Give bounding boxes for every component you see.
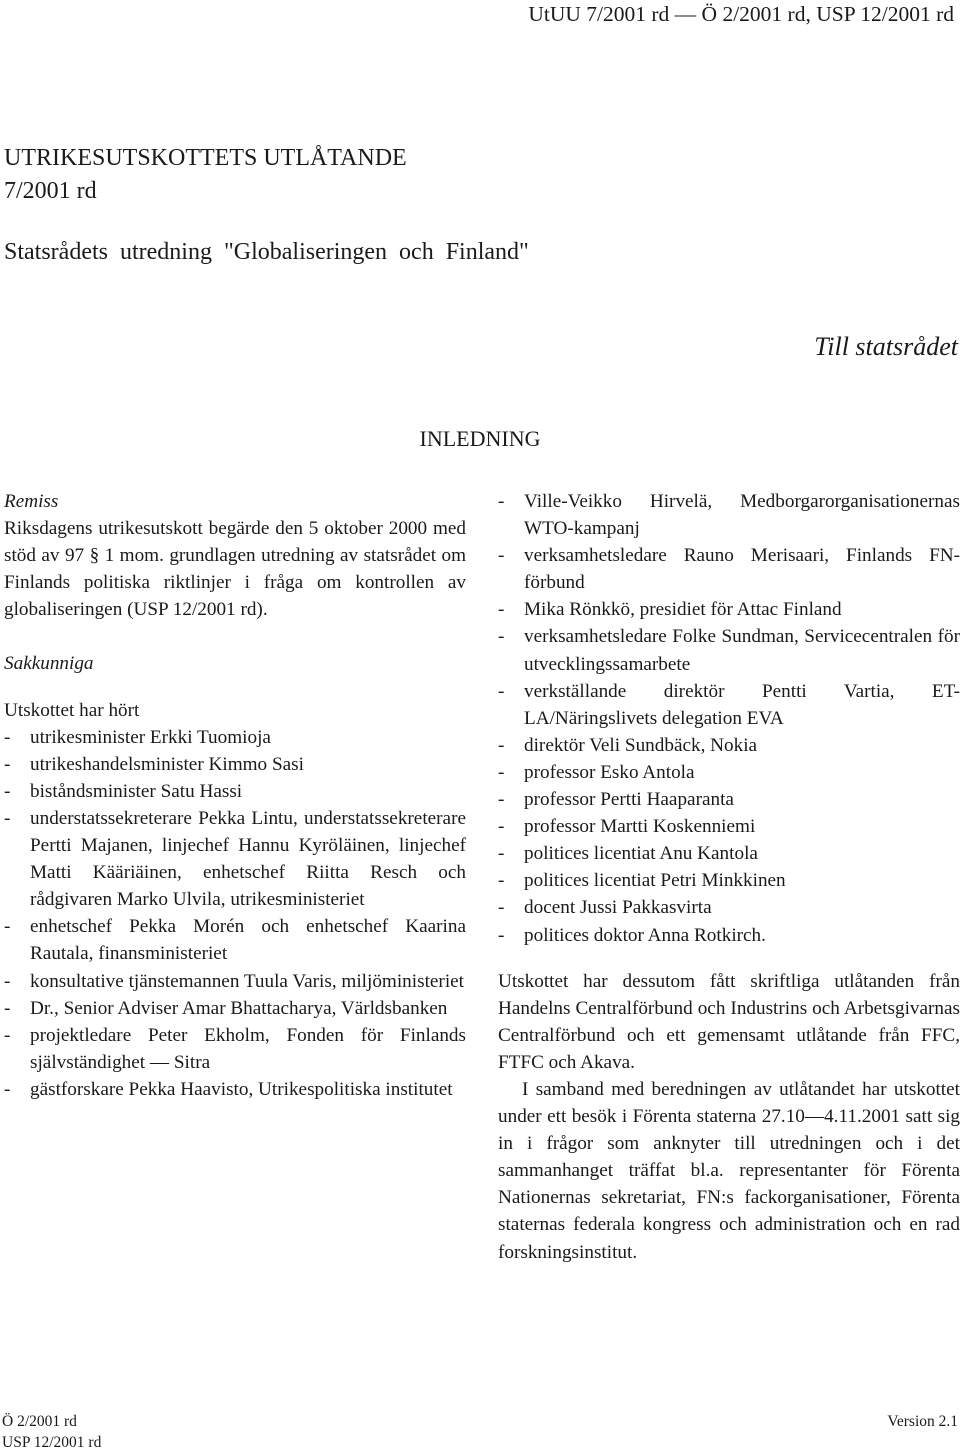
list-item: - biståndsminister Satu Hassi — [4, 778, 466, 805]
experts-heading: Sakkunniga — [4, 653, 94, 675]
footer-doc-ref-1: Ö 2/2001 rd — [2, 1413, 77, 1430]
list-item: - politices doktor Anna Rotkirch. — [498, 922, 960, 949]
written-statements-paragraph: Utskottet har dessutom fått skriftliga utlåtanden från Handelns Centralförbund och Industrins och Arbetsgivarnas Centralförbund och ett gemensamt utlåtande från FFC, FTFC och Akava. — [498, 970, 960, 1073]
title-line-2: 7/2001 rd — [4, 178, 97, 204]
recipient-line: Till statsrådet — [814, 332, 958, 361]
left-column — [4, 488, 466, 1103]
experts-list — [4, 724, 466, 1103]
list-item: - utrikesminister Erkki Tuomioja — [4, 724, 466, 751]
visit-paragraph: I samband med beredningen av utlåtandet har utskottet under ett besök i Förenta staterna 27.10—4.11.2001 satt sig in i frågor som anknyter till utredningen och i det sammanhanget träffat bl.a. representanter för Förenta Nationernas sekretariat, FN:s fackorganisationer, Förenta staternas federala kongress och administration och en rad forskningsinstitut. — [498, 1078, 960, 1263]
document-subject: Statsrådets utredning "Globaliseringen och Finland" — [4, 239, 529, 265]
remiss-heading: Remiss — [4, 491, 59, 512]
experts-list-continued — [498, 488, 960, 949]
list-item: - understatssekreterare Pekka Lintu, understatssekreterare Pertti Majanen, linjechef Hannu Kyröläinen, linjechef Matti Kääriäinen, enhetschef Riitta Resch och rådgivaren Marko Ulvila, utrikesministeriet — [4, 805, 466, 913]
section-heading: INLEDNING — [419, 426, 541, 451]
document-title — [4, 142, 407, 208]
list-item: - direktör Veli Sundbäck, Nokia — [498, 732, 960, 759]
list-item: - gästforskare Pekka Haavisto, Utrikespolitiska institutet — [4, 1076, 466, 1103]
list-item: - Ville-Veikko Hirvelä, Medborgarorganisationernas WTO-kampanj — [498, 488, 960, 542]
list-item: - politices licentiat Anu Kantola — [498, 840, 960, 867]
experts-intro: Utskottet har hört — [4, 699, 140, 721]
title-line-1: UTRIKESUTSKOTTETS UTLÅTANDE — [4, 145, 407, 171]
footer-left — [2, 1411, 101, 1451]
list-item: - professor Martti Koskenniemi — [498, 813, 960, 840]
list-item: - verkställande direktör Pentti Vartia, ET-LA/Näringslivets delegation EVA — [498, 678, 960, 732]
remiss-paragraph: Riksdagens utrikesutskott begärde den 5 oktober 2000 med stöd av 97 § 1 mom. grundlagen utredning av statsrådet om Finlands politiska riktlinjer i fråga om kontrollen av globaliseringen (USP 12/2001 rd). — [4, 518, 466, 621]
footer-version: Version 2.1 — [887, 1413, 958, 1430]
footer-right — [887, 1411, 958, 1432]
list-item: - Dr., Senior Adviser Amar Bhattacharya, Världsbanken — [4, 995, 466, 1022]
list-item: - projektledare Peter Ekholm, Fonden för Finlands självständighet — Sitra — [4, 1022, 466, 1076]
list-item: - Mika Rönkkö, presidiet för Attac Finland — [498, 596, 960, 623]
list-item: - enhetschef Pekka Morén och enhetschef Kaarina Rautala, finansministeriet — [4, 913, 466, 967]
list-item: - politices licentiat Petri Minkkinen — [498, 867, 960, 894]
right-column — [498, 488, 960, 1266]
list-item: - konsultative tjänstemannen Tuula Varis, miljöministeriet — [4, 968, 466, 995]
list-item: - professor Esko Antola — [498, 759, 960, 786]
list-item: - docent Jussi Pakkasvirta — [498, 894, 960, 921]
list-item: - professor Pertti Haaparanta — [498, 786, 960, 813]
running-header: UtUU 7/2001 rd — Ö 2/2001 rd, USP 12/2001 rd — [528, 2, 954, 26]
list-item: - verksamhetsledare Folke Sundman, Servicecentralen för utvecklingssamarbete — [498, 623, 960, 677]
list-item: - verksamhetsledare Rauno Merisaari, Finlands FN-förbund — [498, 542, 960, 596]
list-item: - utrikeshandelsminister Kimmo Sasi — [4, 751, 466, 778]
footer-doc-ref-2: USP 12/2001 rd — [2, 1434, 102, 1451]
